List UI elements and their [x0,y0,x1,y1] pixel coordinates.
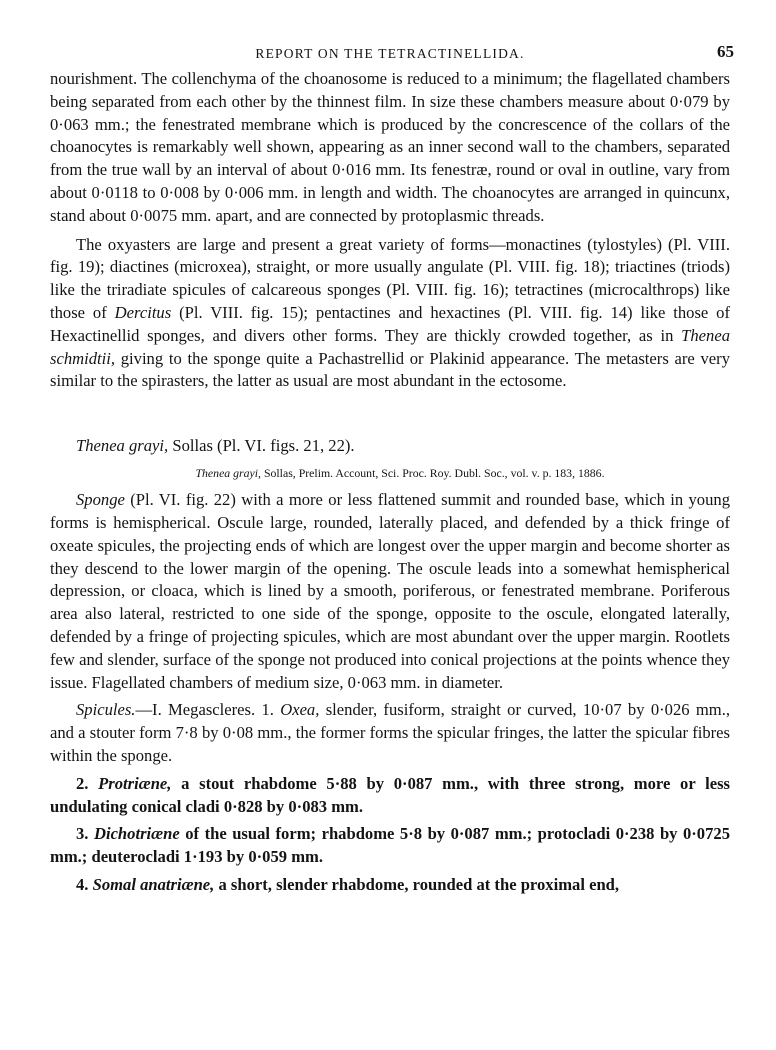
species-heading [50,435,730,457]
species-name: Thenea grayi, [76,436,169,456]
paragraph-dichotriaene [50,823,730,869]
item3-number: 3. [76,824,94,844]
synonymy-reference [70,463,730,483]
document-page [50,38,734,897]
item2-number: 2. [76,773,99,793]
synonymy-species: Thenea grayi, [195,466,261,481]
oxea-term: Oxea, [280,700,320,720]
oxyasters-text-b: (Pl. VIII. fig. 15); pentactines and hexactines (Pl. VIII. fig. 14) like those of Hexactinellid sponges, and divers other forms. They are thickly crowded together, as in [50,302,730,345]
paragraph-protriaene [50,773,730,819]
item4-number: 4. [76,874,93,894]
synonymy-citation: Sollas, Prelim. Account, Sci. Proc. Roy. Dubl. Soc., vol. v. p. 183, 1886. [261,466,605,481]
paragraph-choanosome [50,68,730,228]
paragraph-sponge [50,489,730,694]
spicules-intro: —I. Megascleres. 1. [135,700,281,720]
oxea-text: slender, fusiform, straight or curved, 10·07 by 0·026 mm., and a stouter form 7·8 by 0·08 mm., the former forms the spicular fringes, the latter the spicular fibres within the sponge. [50,700,730,765]
dercitus-italic: Dercitus [114,302,172,322]
page-number: 65 [717,42,734,61]
protriaene-text: a stout rhabdome 5·88 by 0·087 mm., with three strong, more or less undulating conical cladi 0·828 by 0·083 mm. [50,773,731,816]
sponge-lead: Sponge [76,490,125,510]
anatriaene-text: a short, slender rhabdome, rounded at the proximal end, [214,874,620,894]
paragraph-choanosome-text: nourishment. The collenchyma of the choanosome is reduced to a minimum; the flagellated chambers being separated from each other by the thinnest film. In size these chambers measure about 0·079 by 0·063 mm.; the fenestrated membrane which is produced by the concrescence of the collars of the choanocytes is remarkably well shown, appearing as an inner second wall to the chambers, separated from the true wall by an interval of about 0·016 mm. Its fenestræ, round or oval in outline, vary from about 0·0118 to 0·008 by 0·006 mm. in length and width. The choanocytes are arranged in quincunx, stand about 0·0075 mm. apart, and are connected by protoplasmic threads. [50,69,730,225]
oxyasters-text-c: giving to the sponge quite a Pachastrellid or Plakinid appearance. The metasters are very similar to the spirasters, the latter as usual are most abundant in the ectosome. [50,348,730,391]
oxyasters-text-a: The oxyasters are large and present a great variety of forms—monactines (tylostyles) (Pl. VIII. fig. 19); diactines (microxea), straight, or more usually angulate (Pl. VIII. fig. 18); triactines (triods) like the triradiate spicules of calcareous sponges (Pl. VIII. fig. 16); tetractines (microcalthrops) like those of [50,234,730,322]
thenea-schmidtii-italic: Thenea schmidtii, [50,325,730,368]
paragraph-anatriaene [50,874,730,897]
sponge-text: (Pl. VI. fig. 22) with a more or less flattened summit and rounded base, which in young forms is hemispherical. Oscule large, rounded, laterally placed, and defended by a thick fringe of oxeate spicules, the projecting ends of which are longest over the upper margin and become shorter as they descend to the lower margin of the opening. The oscule leads into a somewhat hemispherical depression, or cloaca, which is lined by a smooth, poriferous, or fenestrated membrane. Poriferous area also lateral, restricted to one side of the sponge, opposite to the oscule, elongated laterally, defended by a fringe of projecting spicules, which are most abundant over the upper margin. Rootlets few and slender, surface of the sponge not produced into conical projections at the points whence they issue. Flagellated chambers of medium size, 0·063 mm. in diameter. [50,490,730,692]
section-gap [50,393,730,433]
protriaene-term: Protriæne, [98,773,172,793]
dichotriaene-text: of the usual form; rhabdome 5·8 by 0·087 mm.; protocladi 0·238 by 0·0725 mm.; deuterocladi 1·193 by 0·059 mm. [50,824,730,867]
dichotriaene-term: Dichotriæne [93,824,180,844]
running-title: REPORT ON THE TETRACTINELLIDA. [255,46,525,61]
running-head [50,38,734,68]
spicules-lead: Spicules. [76,700,136,720]
anatriaene-term: Somal anatriæne, [92,874,215,894]
species-authority: Sollas (Pl. VI. figs. 21, 22). [168,436,355,456]
paragraph-oxyasters [50,234,730,394]
paragraph-spicules [50,699,730,767]
